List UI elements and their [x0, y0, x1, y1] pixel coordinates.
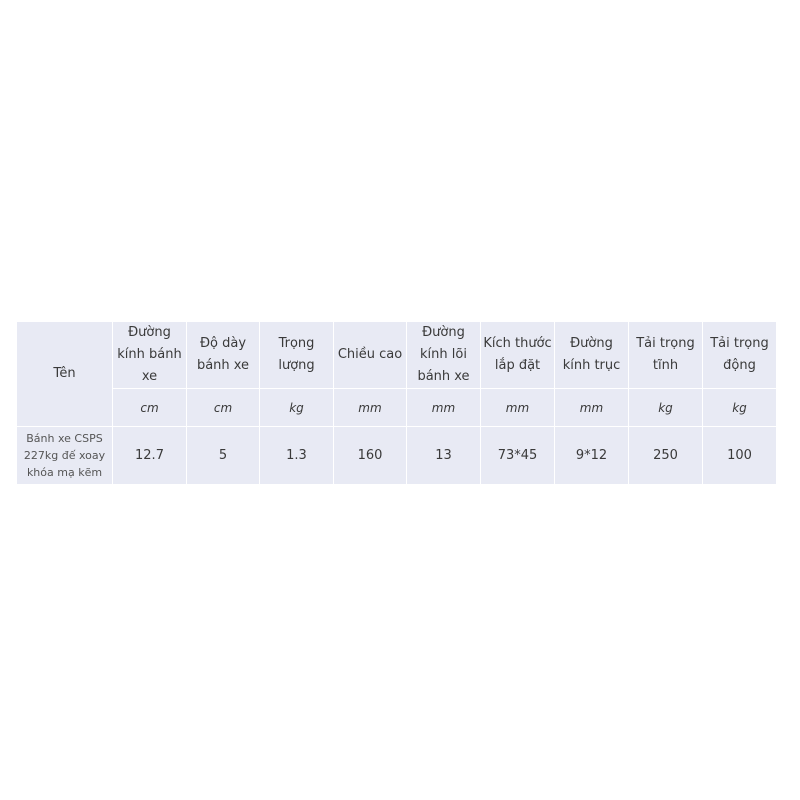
value-axle-diameter: 9*12 [555, 427, 629, 485]
spec-table [16, 321, 777, 485]
header-wheel-thickness: Độ dày bánh xe [187, 322, 260, 389]
header-axle-diameter: Đường kính trục [555, 322, 629, 389]
unit-axle-diameter: mm [555, 389, 629, 427]
header-wheel-diameter: Đường kính bánh xe [113, 322, 187, 389]
value-mounting-size: 73*45 [481, 427, 555, 485]
unit-weight: kg [260, 389, 334, 427]
value-weight: 1.3 [260, 427, 334, 485]
header-core-diameter: Đường kính lõi bánh xe [407, 322, 481, 389]
header-weight: Trọng lượng [260, 322, 334, 389]
header-dynamic-load: Tải trọng động [703, 322, 777, 389]
header-height: Chiều cao [334, 322, 407, 389]
header-static-load: Tải trọng tĩnh [629, 322, 703, 389]
value-height: 160 [334, 427, 407, 485]
product-name-cell: Bánh xe CSPS 227kg đế xoay khóa mạ kẽm [17, 427, 113, 485]
value-dynamic-load: 100 [703, 427, 777, 485]
header-mounting-size: Kích thước lắp đặt [481, 322, 555, 389]
value-static-load: 250 [629, 427, 703, 485]
units-row [17, 389, 777, 427]
value-wheel-diameter: 12.7 [113, 427, 187, 485]
value-core-diameter: 13 [407, 427, 481, 485]
table-row [17, 427, 777, 485]
unit-height: mm [334, 389, 407, 427]
unit-mounting-size: mm [481, 389, 555, 427]
unit-dynamic-load: kg [703, 389, 777, 427]
unit-core-diameter: mm [407, 389, 481, 427]
unit-wheel-diameter: cm [113, 389, 187, 427]
name-column-header: Tên [17, 322, 113, 427]
unit-wheel-thickness: cm [187, 389, 260, 427]
value-wheel-thickness: 5 [187, 427, 260, 485]
header-row [17, 322, 777, 389]
unit-static-load: kg [629, 389, 703, 427]
